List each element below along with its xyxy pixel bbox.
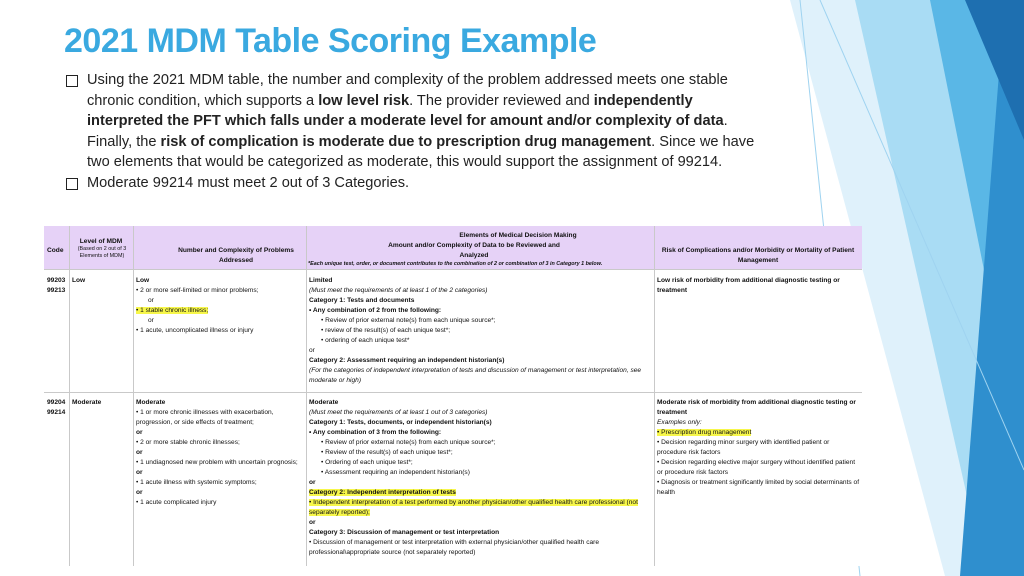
table-cell-text: • Review of the result(s) of each unique test*; bbox=[321, 449, 453, 456]
table-cell-text: Category 1: Tests and documents bbox=[309, 297, 415, 304]
table-cell-line bbox=[136, 276, 304, 286]
table-cell-line bbox=[309, 346, 652, 356]
bullet-text-2 bbox=[87, 175, 409, 191]
table-cell-line bbox=[309, 518, 652, 528]
table-cell-line bbox=[657, 398, 860, 418]
table-cell-text: • Diagnosis or treatment significantly limited by social determinants of health bbox=[657, 479, 860, 496]
row-risk bbox=[657, 276, 860, 296]
table-cell-text: • Assessment requiring an independent historian(s) bbox=[321, 469, 470, 476]
table-cell-text: • ordering of each unique test* bbox=[321, 337, 410, 344]
table-cell-line bbox=[309, 418, 652, 428]
table-cell-line bbox=[136, 488, 304, 498]
table-cell-line bbox=[136, 408, 304, 428]
bullet-list bbox=[66, 70, 766, 193]
table-cell-line bbox=[309, 408, 652, 418]
table-cell-line bbox=[136, 316, 304, 326]
table-cell-text: or bbox=[148, 297, 154, 304]
table-cell-text: or bbox=[136, 429, 143, 436]
table-cell-text: Limited bbox=[309, 277, 333, 284]
table-cell-text: or bbox=[136, 469, 143, 476]
table-cell-text: Moderate bbox=[309, 399, 339, 406]
table-cell-text: • Independent interpretation of a test performed by another physician/other qualified health care professional (not separately reported); bbox=[309, 499, 638, 516]
table-cell-text: Moderate bbox=[136, 399, 166, 406]
table-cell-line bbox=[309, 356, 652, 366]
checkbox-bullet-icon bbox=[66, 178, 78, 190]
table-cell-line bbox=[657, 428, 860, 438]
row-problems bbox=[136, 398, 304, 508]
table-cell-line bbox=[136, 428, 304, 438]
col-divider bbox=[654, 226, 655, 566]
row-level: Low bbox=[72, 277, 86, 284]
row-data bbox=[309, 398, 652, 558]
table-cell-line bbox=[309, 458, 652, 468]
table-cell-text: Category 1: Tests, documents, or independent historian(s) bbox=[309, 419, 492, 426]
row-risk bbox=[657, 398, 860, 498]
bullet-text-part: low level risk bbox=[318, 92, 410, 109]
bullet-item-1 bbox=[66, 70, 766, 173]
table-cell-line bbox=[309, 428, 652, 438]
table-cell-line bbox=[309, 316, 652, 326]
table-cell-line bbox=[136, 326, 304, 336]
table-cell-line bbox=[309, 488, 652, 498]
table-cell-line bbox=[657, 418, 860, 428]
row-code: 99203 99213 bbox=[47, 277, 66, 294]
table-cell-text: Examples only: bbox=[657, 419, 702, 426]
table-cell-line bbox=[309, 468, 652, 478]
table-cell-line bbox=[136, 398, 304, 408]
bullet-item-2 bbox=[66, 173, 766, 194]
table-cell-line bbox=[657, 438, 860, 458]
table-cell-line bbox=[309, 448, 652, 458]
table-cell-line bbox=[309, 276, 652, 286]
table-cell-line bbox=[136, 448, 304, 458]
table-cell-text: Category 2: Independent interpretation of tests bbox=[309, 489, 456, 496]
table-cell-text: • 1 undiagnosed new problem with uncertain prognosis; bbox=[136, 459, 298, 466]
col-divider bbox=[69, 226, 70, 566]
bullet-text-part: . Finally, the bbox=[87, 113, 728, 150]
table-cell-line bbox=[136, 286, 304, 296]
bullet-text-part: . The provider reviewed and bbox=[409, 92, 594, 109]
header-code: Code bbox=[47, 247, 64, 254]
col-divider bbox=[306, 226, 307, 566]
bullet-text-part: Moderate 99214 must meet 2 out of 3 Categories. bbox=[87, 174, 410, 191]
table-cell-line bbox=[136, 438, 304, 448]
slide-title: 2021 MDM Table Scoring Example bbox=[64, 22, 597, 60]
table-cell-line bbox=[309, 326, 652, 336]
bullet-text-part: . Since we have two elements that would be categorized as moderate, this would support the assignment of 99214. bbox=[87, 133, 755, 170]
table-cell-line bbox=[309, 498, 652, 518]
table-cell-text: (Must meet the requirements of at least 1 out of 3 categories) bbox=[309, 409, 488, 416]
header-data-note: *Each unique test, order, or document contributes to the combination of 2 or combination of 3 in Category 1 below. bbox=[308, 261, 603, 267]
table-cell-line bbox=[136, 468, 304, 478]
bullet-text-part: risk of complication is moderate due to prescription drug management bbox=[160, 133, 652, 150]
table-cell-text: or bbox=[136, 449, 143, 456]
table-cell-line bbox=[657, 458, 860, 478]
header-level-sub: (Based on 2 out of 3 Elements of MDM) bbox=[77, 246, 127, 259]
table-cell-text: Moderate risk of morbidity from additional diagnostic testing or treatment bbox=[657, 399, 856, 416]
table-cell-text: • 2 or more stable chronic illnesses; bbox=[136, 439, 240, 446]
table-cell-text: • review of the result(s) of each unique test*; bbox=[321, 327, 451, 334]
header-data: Amount and/or Complexity of Data to be Reviewed and Analyzed bbox=[388, 242, 560, 259]
col-divider bbox=[133, 226, 134, 566]
table-cell-text: • 1 acute, uncomplicated illness or injury bbox=[136, 327, 254, 334]
row-problems bbox=[136, 276, 304, 336]
table-cell-text: • 2 or more self-limited or minor problems; bbox=[136, 287, 259, 294]
table-cell-text: • Prescription drug management bbox=[657, 429, 752, 436]
row-code: 99204 99214 bbox=[47, 399, 66, 416]
table-cell-line bbox=[309, 478, 652, 488]
header-problems: Number and Complexity of Problems Addressed bbox=[178, 247, 294, 264]
table-cell-line bbox=[309, 528, 652, 538]
table-cell-text: • Ordering of each unique test*; bbox=[321, 459, 413, 466]
table-cell-text: • Discussion of management or test interpretation with external physician/other qualified health care professional\appropriate source (not separately reported) bbox=[309, 539, 600, 556]
header-risk: Risk of Complications and/or Morbidity or Mortality of Patient Management bbox=[661, 247, 855, 264]
bullet-text-1 bbox=[87, 72, 754, 170]
table-cell-text: • 1 acute complicated injury bbox=[136, 499, 217, 506]
table-cell-line bbox=[657, 276, 860, 296]
table-cell-text: or bbox=[309, 519, 316, 526]
table-cell-text: • 1 acute illness with systemic symptoms; bbox=[136, 479, 257, 486]
table-cell-text: • Decision regarding elective major surgery without identified patient or procedure risk factors bbox=[657, 459, 856, 476]
table-cell-text: (Must meet the requirements of at least 1 of the 2 categories) bbox=[309, 287, 488, 294]
table-cell-text: or bbox=[148, 317, 154, 324]
table-cell-text: • Review of prior external note(s) from each unique source*; bbox=[321, 317, 496, 324]
table-cell-line bbox=[136, 306, 304, 316]
table-cell-text: Low bbox=[136, 277, 150, 284]
table-cell-text: • 1 or more chronic illnesses with exacerbation, progression, or side effects of treatment; bbox=[136, 409, 274, 426]
table-cell-text: • 1 stable chronic illness; bbox=[136, 307, 209, 314]
table-cell-text: • Any combination of 2 from the following: bbox=[309, 307, 442, 314]
table-cell-text: • Decision regarding minor surgery with identified patient or procedure risk factors bbox=[657, 439, 830, 456]
table-cell-text: • Review of prior external note(s) from each unique source*; bbox=[321, 439, 496, 446]
row-divider bbox=[44, 392, 862, 393]
table-cell-text: or bbox=[136, 489, 143, 496]
table-cell-line bbox=[136, 458, 304, 468]
bullet-text-part: Using the 2021 MDM table, the number and complexity of the problem addressed meets one stable chronic condition, which supports a bbox=[87, 72, 728, 109]
row-data bbox=[309, 276, 652, 386]
table-cell-text: or bbox=[309, 347, 315, 354]
table-cell-text: • Any combination of 3 from the following: bbox=[309, 429, 442, 436]
table-cell-line bbox=[136, 296, 304, 306]
checkbox-bullet-icon bbox=[66, 75, 78, 87]
table-cell-line bbox=[309, 306, 652, 316]
table-cell-line bbox=[136, 478, 304, 488]
table-cell-line bbox=[309, 296, 652, 306]
table-cell-line bbox=[136, 498, 304, 508]
table-cell-line bbox=[309, 286, 652, 296]
table-cell-text: (For the categories of independent interpretation of tests and discussion of management or test interpretation, see moderate or high) bbox=[309, 367, 642, 384]
mdm-table-image bbox=[44, 226, 862, 566]
table-cell-text: Low risk of morbidity from additional diagnostic testing or treatment bbox=[657, 277, 840, 294]
table-cell-line bbox=[309, 438, 652, 448]
header-elements-title: Elements of Medical Decision Making bbox=[459, 232, 577, 239]
row-level: Moderate bbox=[72, 399, 102, 406]
table-cell-line bbox=[309, 366, 652, 386]
table-cell-text: Category 3: Discussion of management or test interpretation bbox=[309, 529, 500, 536]
table-cell-text: or bbox=[309, 479, 316, 486]
row-divider bbox=[44, 269, 862, 270]
header-level-title: Level of MDM bbox=[79, 238, 123, 245]
table-cell-line bbox=[309, 336, 652, 346]
table-cell-text: Category 2: Assessment requiring an independent historian(s) bbox=[309, 357, 505, 364]
bullet-text-part: independently interpreted the PFT which falls under a moderate level for amount and/or complexity of data bbox=[87, 92, 724, 129]
table-cell-line bbox=[309, 538, 652, 558]
table-cell-line bbox=[657, 478, 860, 498]
table-cell-line bbox=[309, 398, 652, 408]
